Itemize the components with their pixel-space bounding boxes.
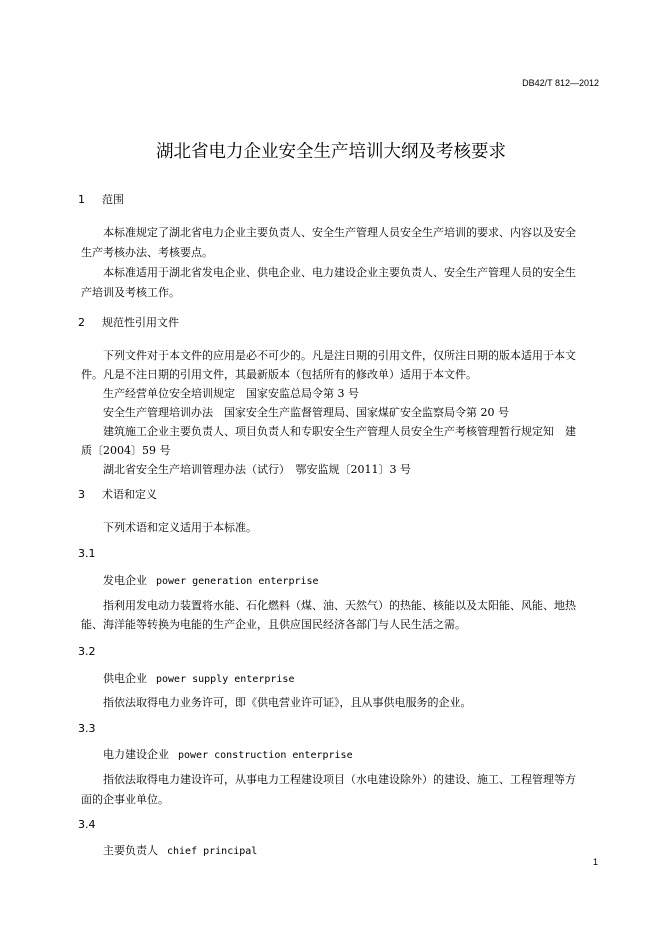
paragraph-line: 下列文件对于本文件的应用是必不可少的。凡是注日期的引用文件，仅所注日期的版本适用于本文 — [103, 349, 576, 362]
term-entry — [103, 572, 319, 588]
definition-line: 能、海洋能等转换为电能的生产企业，且供应国民经济各部门与人民生活之需。 — [81, 618, 466, 631]
term-entry — [103, 670, 294, 686]
definition-line: 指依法取得电力建设许可，从事电力工程建设项目（水电建设除外）的建设、施工、工程管理等方 — [103, 773, 576, 786]
term-entry — [103, 842, 257, 858]
standard-code: DB42/T 812—2012 — [522, 78, 599, 88]
term-chinese: 电力建设企业 — [103, 748, 169, 761]
clause-number: 3.4 — [78, 818, 96, 831]
definition-line: 指依法取得电力业务许可，即《供电营业许可证》，且从事供电服务的企业。 — [103, 696, 472, 709]
reference-item: 安全生产管理培训办法 国家安全生产监督管理局、国家煤矿安全监察局令第 20 号 — [103, 406, 509, 419]
definition-line: 面的企事业单位。 — [81, 793, 169, 806]
term-chinese: 主要负责人 — [103, 844, 158, 857]
section-number: 2 — [78, 316, 85, 329]
term-chinese: 发电企业 — [103, 574, 147, 587]
document-title: 湖北省电力企业安全生产培训大纲及考核要求 — [156, 142, 506, 162]
term-english: chief principal — [167, 846, 258, 857]
definition-line: 指利用发电动力装置将水能、石化燃料（煤、油、天然气）的热能、核能以及太阳能、风能、地热 — [103, 599, 576, 612]
term-english: power supply enterprise — [156, 674, 295, 685]
term-entry — [103, 746, 353, 762]
paragraph-line: 下列术语和定义适用于本标准。 — [103, 521, 257, 534]
section-title: 规范性引用文件 — [102, 316, 179, 329]
clause-number: 3.2 — [78, 645, 96, 658]
paragraph-line: 生产考核办法、考核要点。 — [81, 246, 213, 259]
section-number: 1 — [78, 193, 85, 206]
section-title: 术语和定义 — [102, 488, 157, 501]
page-number: 1 — [592, 857, 598, 867]
term-english: power generation enterprise — [156, 576, 319, 587]
section-2-heading — [78, 314, 179, 330]
reference-item: 湖北省安全生产培训管理办法（试行） 鄂安监规〔2011〕3 号 — [103, 463, 411, 476]
section-title: 范围 — [102, 193, 124, 206]
section-1-heading — [78, 191, 124, 207]
reference-item: 建筑施工企业主要负责人、项目负责人和专职安全生产管理人员安全生产考核管理暂行规定知 建 — [103, 425, 576, 438]
paragraph-line: 件。凡是不注日期的引用文件，其最新版本（包括所有的修改单）适用于本文件。 — [81, 368, 477, 381]
term-chinese: 供电企业 — [103, 672, 147, 685]
reference-item-continued: 质〔2004〕59 号 — [81, 444, 171, 457]
section-3-heading — [78, 486, 157, 502]
section-number: 3 — [78, 488, 85, 501]
paragraph-line: 本标准适用于湖北省发电企业、供电企业、电力建设企业主要负责人、安全生产管理人员的安全生 — [103, 266, 576, 279]
clause-number: 3.1 — [78, 547, 96, 560]
term-english: power construction enterprise — [178, 750, 353, 761]
clause-number: 3.3 — [78, 722, 96, 735]
paragraph-line: 产培训及考核工作。 — [81, 286, 180, 299]
paragraph-line: 本标准规定了湖北省电力企业主要负责人、安全生产管理人员安全生产培训的要求、内容以及安全 — [103, 226, 576, 239]
reference-item: 生产经营单位安全培训规定 国家安监总局令第 3 号 — [103, 387, 359, 400]
